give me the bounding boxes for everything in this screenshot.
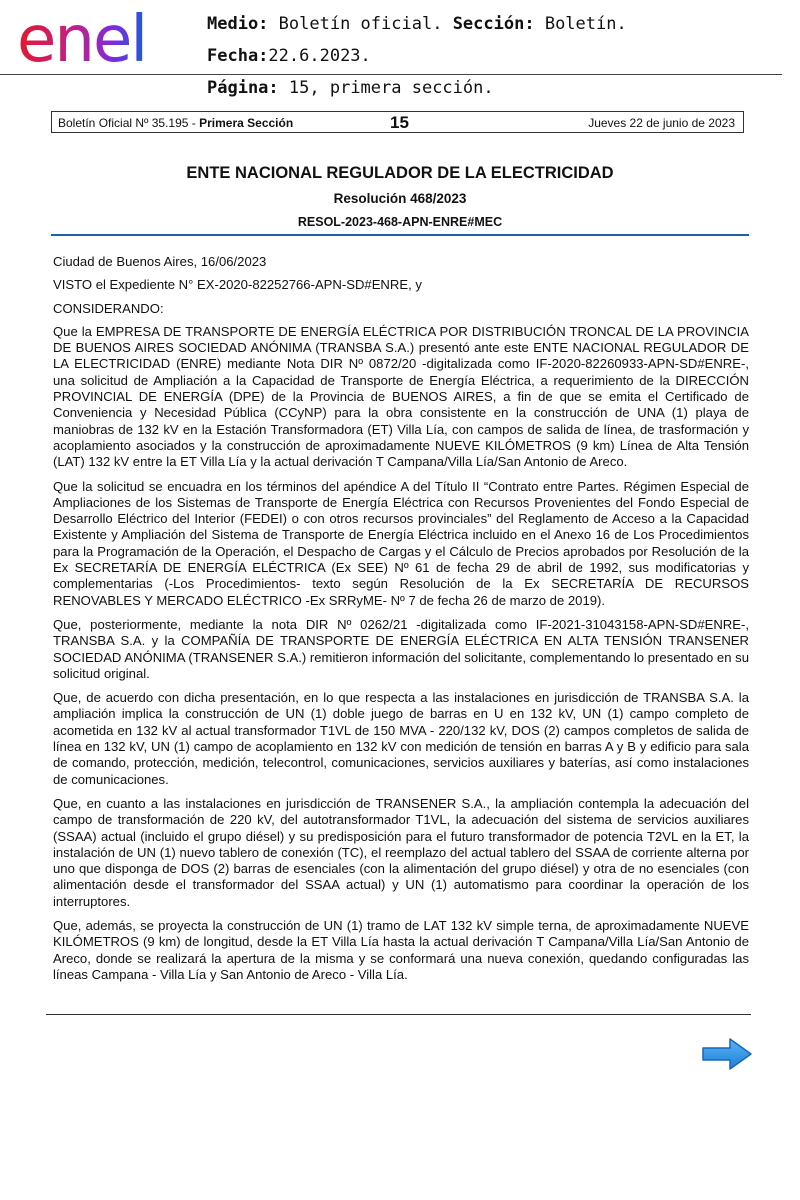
footer-divider xyxy=(46,1014,751,1015)
resolution-code: RESOL-2023-468-APN-ENRE#MEC xyxy=(297,215,503,229)
seccion-label: Sección: xyxy=(452,14,535,34)
meta-line-2 xyxy=(207,72,800,104)
svg-text:enel: enel xyxy=(17,5,147,69)
paragraph-visto: VISTO el Expediente N° EX-2020-82252766-APN-SD#ENRE, y xyxy=(53,277,422,293)
paragraph: Que, en cuanto a las instalaciones en jurisdicción de TRANSENER S.A., la ampliación contempla la adecuación del campo de transformación de 220 kV, del autotransformador T1VL, la adecuación del sistema de servicios auxiliares (SSAA) actual (incluido el grupo diésel) y su predisposición para el futuro transformador de potencia T2VL en la ET, la instalación de UN (1) nuevo tablero de conexión (TC), el reemplazo del actual tablero del SSAA de corriente alterna por uno que disponga de DOS (2) barras de esenciales (con la alimentación del grupo diésel) y otra de no esenciales (con alimentación desde el transformador del SSAA actual) y UN (1) automatismo para coordinar la operación de los interruptores. xyxy=(53,795,749,909)
seccion-value: Boletín. xyxy=(544,14,627,34)
top-header xyxy=(0,0,800,98)
meta-line-1 xyxy=(207,8,800,72)
boletin-issue xyxy=(58,116,293,130)
boletin-date: Jueves 22 de junio de 2023 xyxy=(588,116,735,130)
paragraph: Que, de acuerdo con dicha presentación, en lo que respecta a las instalaciones en jurisdicción de TRANSBA S.A. la ampliación implica la construcción de UN (1) doble juego de barras en U en 132 kV, UN (1) campo completo de acometida en 132 kV al actual transformador T1VL de 150 MVA - 220/132 kV, DOS (2) campos completos de salida de línea en 132 kV, UN (1) campo de acoplamiento en 132 kV con medición de tensión en barras A y B y edificio para sala de comando, protección, medición, telecontrol, comunicaciones, servicios auxiliares y baterías, así como instalaciones de comunicaciones. xyxy=(53,690,749,787)
paragraph-considerando: CONSIDERANDO: xyxy=(53,300,164,316)
title-divider xyxy=(51,234,749,236)
boletin-header-bar xyxy=(51,111,744,133)
fecha-value: 22.6.2023. xyxy=(268,46,371,66)
paragraph: Que la solicitud se encuadra en los términos del apéndice A del Título II “Contrato entre Partes. Régimen Especial de Ampliaciones de los Sistemas de Transporte de Energía Eléctrica con Recursos Provenientes del Fondo Especial de Desarrollo Eléctrico del Interior (FEDEI) o con otros recursos provinciales” del Reglamento de Acceso a la Capacidad Existente y Ampliación del Sistema de Transporte de Energía Eléctrica incluido en el Anexo 16 de Los Procedimientos para la Programación de la Operación, el Despacho de Cargas y el Cálculo de Precios aprobados por Resolución de la Ex SECRETARÍA DE ENERGÍA ELÉCTRICA (Ex SEE) Nº 61 de fecha 29 de abril de 1992, sus modificatorias y complementarias (-Los Procedimientos- texto según Resolución de la Ex SECRETARÍA DE RECURSOS RENOVABLES Y MERCADO ELÉCTRICO -Ex SRRyME- Nº 7 de fecha 26 de marzo de 2019). xyxy=(53,478,749,608)
header-divider xyxy=(0,74,782,75)
medio-value: Boletín oficial. xyxy=(278,14,443,34)
enel-logo xyxy=(17,5,182,69)
pagina-value: 15, primera sección. xyxy=(288,78,494,98)
medio-label: Medio: xyxy=(207,14,269,34)
resolution-title: Resolución 468/2023 xyxy=(333,191,467,206)
document-body xyxy=(53,254,749,991)
entity-title: ENTE NACIONAL REGULADOR DE LA ELECTRICIDAD xyxy=(186,164,614,182)
header-metadata xyxy=(207,8,800,104)
paragraph: Que, además, se proyecta la construcción de UN (1) tramo de LAT 132 kV simple terna, de aproximadamente NUEVE KILÓMETROS (9 km) de longitud, desde la ET Villa Lía hasta la actual derivación T Campana/Villa Lía/San Antonio de Areco, donde se realizará la apertura de la misma y se conformará una nueva conexión, quedando configuradas las líneas Campana - Villa Lía y San Antonio de Areco - Villa Lía. xyxy=(53,917,749,982)
next-arrow-icon[interactable] xyxy=(700,1036,754,1072)
boletin-page-number: 15 xyxy=(390,113,409,132)
boletin-number: Boletín Oficial Nº 35.195 - xyxy=(58,116,200,130)
paragraph: Que, posteriormente, mediante la nota DIR Nº 0262/21 -digitalizada como IF-2021-31043158-APN-SD#ENRE-, TRANSBA S.A. y la COMPAÑÍA DE TRANSPORTE DE ENERGÍA ELÉCTRICA EN ALTA TENSIÓN TRANSENER SOCIEDAD ANÓNIMA (TRANSENER S.A.) remitieron información del solicitante, complementando lo presentado en su solicitud original. xyxy=(53,616,749,681)
boletin-section: Primera Sección xyxy=(199,116,294,130)
paragraph: Que la EMPRESA DE TRANSPORTE DE ENERGÍA ELÉCTRICA POR DISTRIBUCIÓN TRONCAL DE LA PROVINCIA DE BUENOS AIRES SOCIEDAD ANÓNIMA (TRANSBA S.A.) presentó ante este ENTE NACIONAL REGULADOR DE LA ELECTRICIDAD (ENRE) mediante Nota DIR Nº 0872/20 -digitalizada como IF-2020-82260933-APN-SD#ENRE-, una solicitud de Ampliación a la Capacidad de Transporte de Energía Eléctrica, a requerimiento de la DIRECCIÓN PROVINCIAL DE ENERGÍA (DPE) de la Provincia de BUENOS AIRES, a fin de que se emita el Certificado de Conveniencia y Necesidad Pública (CCyNP) para la obra consistente en la construcción de UNA (1) playa de maniobras de 132 kV en la Estación Transformadora (ET) Villa Lía, con campos de salida de línea, de trasformación y acoplamiento asociados y la construcción de aproximadamente NUEVE KILÓMETROS (9 km) Línea de Alta Tensión (LAT) 132 kV entre la ET Villa Lía y la actual derivación T Campana/Villa Lía/San Antonio de Areco. xyxy=(53,323,749,470)
pagina-label: Página: xyxy=(207,78,279,98)
paragraph-date: Ciudad de Buenos Aires, 16/06/2023 xyxy=(53,254,267,269)
fecha-label: Fecha: xyxy=(207,46,269,66)
